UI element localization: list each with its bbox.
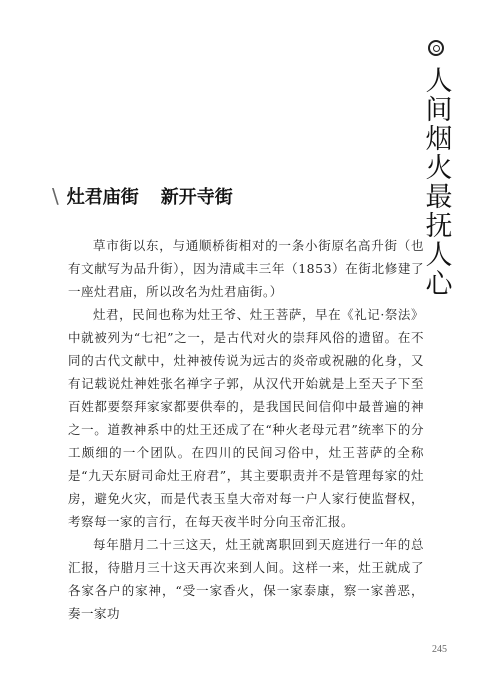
section-subtitle: 新开寺街 <box>160 187 233 208</box>
double-circle-icon <box>428 40 444 56</box>
slash-mark-icon: \ <box>52 184 59 208</box>
paragraph: 每年腊月二十三这天，灶王就离职回到天庭进行一年的总汇报，待腊月三十这天再次来到人间。这样一来，灶王就成了各家各户的家神，“受一家香火，保一家泰康，察一家善恶，奏一家功 <box>68 537 424 621</box>
paragraph: 草市街以东，与通顺桥街相对的一条小街原名高升街（也有文献写为品升街），因为清咸丰三年（1853）在街北修建了一座灶君庙，所以改名为灶君庙街。） <box>68 238 424 299</box>
page-number: 245 <box>432 644 447 655</box>
chapter-title: 人间烟火最抚人心 <box>420 66 452 298</box>
section-heading <box>52 183 233 209</box>
body-text <box>68 234 424 625</box>
section-title: 灶君庙街 <box>66 187 139 208</box>
paragraph: 灶君，民间也称为灶王爷、灶王菩萨，早在《礼记·祭法》中就被列为“七祀”之一，是古代对火的崇拜风俗的遗留。在不同的古代文献中，灶神被传说为远古的炎帝或祝融的化身，又有记载说灶神姓张名禅字子郭，从汉代开始就是上至天子下至百姓都要祭拜家家都要供奉的，是我国民间信仰中最普遍的神之一。道教神系中的灶王还成了在“种火老母元君”统率下的分工颇细的一个团队。在四川的民间习俗中，灶王菩萨的全称是“九天东厨司命灶王府君”，其主要职责并不是管理每家的灶房，避免火灾，而是代表玉皇大帝对每一户人家行使监督权，考察每一家的言行，在每天夜半时分向玉帝汇报。 <box>68 307 424 529</box>
